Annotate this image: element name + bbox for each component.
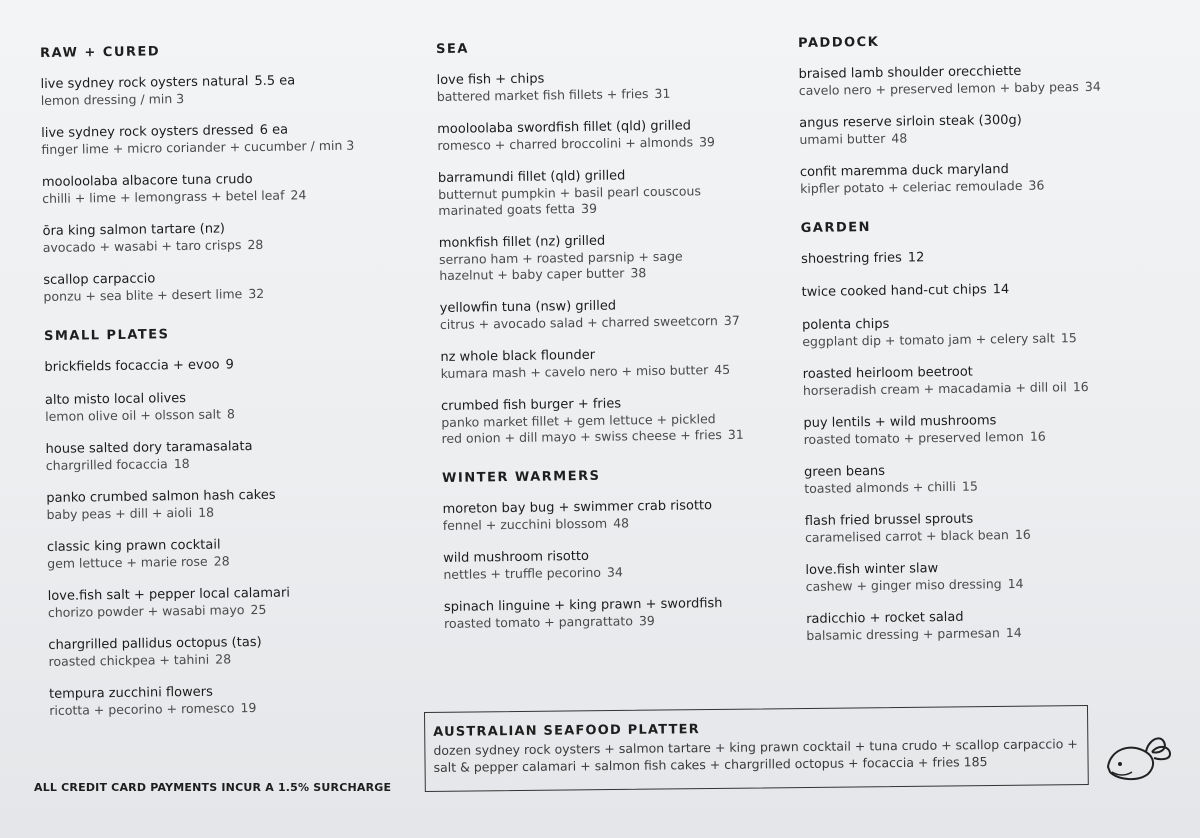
menu-item (43, 268, 423, 305)
seafood-platter-box (424, 705, 1089, 792)
section-title-raw-cured: RAW + CURED (40, 44, 161, 61)
section-title-small-plates: SMALL PLATES (43, 327, 170, 344)
menu-item-name-text: barramundi fillet (qld) grilled (437, 168, 626, 186)
menu-item-price: 28 (213, 553, 230, 569)
menu-item-name-text: love.fish winter slaw (805, 561, 939, 578)
menu-item-description-text: eggplant dip + tomato jam + celery salt (802, 330, 1055, 349)
menu-item-price: 34 (1084, 78, 1101, 94)
menu-item-price: 37 (723, 312, 740, 329)
menu-item-price: 39 (698, 134, 716, 150)
section-title-paddock: PADDOCK (798, 34, 880, 51)
menu-item-description (799, 127, 1129, 148)
section-title-winter-warmers: WINTER WARMERS (441, 468, 601, 486)
menu-item-name-text: roasted heirloom beetroot (802, 364, 973, 382)
menu-item-name-text: nz whole black flounder (440, 347, 596, 365)
menu-item (47, 535, 427, 572)
menu-item-description-text: baby peas + dill + aioli (46, 504, 193, 522)
menu-item (801, 247, 1131, 268)
menu-item-price: 16 (1014, 526, 1031, 543)
menu-item-description-text: battered market fish fillets + fries (436, 86, 649, 104)
menu-item-description (806, 574, 1136, 595)
menu-item-name-text: ōra king salmon tartare (nz) (42, 221, 226, 239)
menu-item-price: 9 (225, 357, 234, 373)
section-paddock (798, 62, 1130, 197)
menu-item-description-text: citrus + avocado salad + charred sweetcorn (439, 313, 718, 332)
menu-item-name-text: yellowfin tuna (nsw) grilled (439, 298, 617, 316)
platter-line-1: dozen sydney rock oysters + salmon tartare + king prawn cocktail + tuna crudo + scallop carpaccio + (433, 736, 1078, 758)
section-sea (436, 68, 791, 447)
menu-item (45, 388, 425, 425)
menu-item-name-text: chargrilled pallidus octopus (tas) (48, 634, 262, 653)
menu-item-price: 16 (1072, 378, 1089, 395)
menu-item (46, 486, 426, 523)
menu-item (44, 355, 424, 376)
menu-item-name-text: mooloolaba albacore tuna crudo (41, 172, 253, 190)
menu-item (804, 460, 1134, 497)
menu-item-description-text: fennel + zucchini blossom (442, 515, 608, 533)
menu-item-price: 48 (891, 130, 908, 146)
menu-item (46, 437, 426, 474)
menu-item-name-text: green beans (803, 463, 886, 480)
menu-item-description (804, 427, 1134, 448)
menu-item-price: 31 (654, 85, 671, 101)
menu-item-description (802, 329, 1132, 350)
menu-item-name-text: alto misto local olives (44, 390, 187, 408)
menu-item-price: 14 (1005, 624, 1022, 641)
section-small-plates (44, 355, 429, 719)
menu-item-description-text: toasted almonds + chilli (804, 478, 957, 496)
menu-item-price: 16 (1029, 428, 1046, 444)
menu-item-description (799, 78, 1129, 99)
menu-item (440, 345, 790, 382)
menu-item-price: 12 (907, 250, 925, 266)
menu-item-price: 31 (727, 426, 744, 442)
menu-item-description-text: nettles + truffle pecorino (443, 564, 602, 582)
menu-item (802, 313, 1132, 350)
menu-item-name-text: spinach linguine + king prawn + swordfish (443, 596, 723, 615)
menu-item (441, 394, 792, 447)
menu-item-price: 14 (1007, 575, 1024, 592)
menu-item-price: 15 (1060, 330, 1077, 346)
menu-item (439, 231, 790, 284)
menu-item-description-text: roasted tomato + preserved lemon (803, 428, 1024, 447)
menu-item-description (800, 176, 1130, 197)
menu-item-description-text: hazelnut + baby caper butter (439, 265, 625, 283)
menu-item-description-text: roasted tomato + pangrattato (444, 613, 634, 631)
menu-item-description-text: balsamic dressing + parmesan (806, 625, 1000, 643)
menu-item-price: 25 (250, 601, 267, 618)
menu-item-price: 38 (630, 265, 647, 281)
menu-item-name-text: twice cooked hand-cut chips (801, 282, 987, 300)
menu-item-price: 36 (1028, 177, 1045, 193)
menu-item-name-text: shoestring fries (801, 250, 902, 267)
menu-item-name-text: monkfish fillet (nz) grilled (438, 233, 606, 251)
menu-item-price: 15 (961, 478, 978, 494)
menu-item-price: 28 (247, 236, 264, 253)
menu-item (42, 219, 422, 256)
menu-item-price: 34 (606, 564, 623, 580)
menu-column-right (798, 31, 1137, 661)
menu-item-description-text: horseradish cream + macadamia + dill oil (802, 379, 1067, 398)
menu-item-name-text: flash fried brussel sprouts (804, 511, 974, 529)
menu-item-description-text: gem lettuce + marie rose (47, 553, 208, 571)
menu-item-description-text: red onion + dill mayo + swiss cheese + fries (441, 427, 722, 446)
menu-item-name-text: love fish + chips (436, 71, 545, 88)
menu-item-price: 39 (638, 613, 655, 629)
menu-item-description-text: roasted chickpea + tahini (48, 651, 210, 669)
fish-logo-icon (1098, 712, 1178, 792)
menu-item-description-text: ricotta + pecorino + romesco (49, 700, 235, 718)
menu-item-name-text: house salted dory taramasalata (45, 439, 253, 457)
menu-item-price: 28 (215, 651, 232, 667)
menu-item-price: 6 ea (259, 122, 289, 138)
menu-item-name-text: live sydney rock oysters natural (40, 74, 249, 92)
platter-price: 185 (963, 754, 988, 770)
platter-title: AUSTRALIAN SEAFOOD PLATTER (433, 722, 700, 740)
menu-item-description-text: cavelo nero + preserved lemon + baby peas (798, 79, 1079, 98)
menu-item-description-text: lemon olive oil + olsson salt (45, 406, 222, 424)
menu-item (41, 121, 421, 158)
menu-item (799, 111, 1129, 148)
menu-item-name-text: crumbed fish burger + fries (440, 396, 622, 414)
menu-item-name-text: angus reserve sirloin steak (300g) (799, 112, 1022, 131)
menu-item-name-text: radicchio + rocket salad (806, 609, 964, 627)
menu-item-price: 8 (226, 406, 236, 422)
menu-item-price: 14 (992, 282, 1010, 298)
menu-item (48, 633, 428, 670)
menu-item-name (801, 247, 1131, 268)
menu-item (442, 497, 792, 534)
section-raw-cured (40, 72, 423, 305)
menu-item (49, 682, 429, 719)
menu-column-middle (436, 37, 794, 649)
menu-item-description-text: chorizo powder + wasabi mayo (47, 602, 245, 620)
menu-item-description-text: finger lime + micro coriander + cucumber / min 3 (41, 137, 355, 157)
menu-item (437, 117, 787, 154)
menu-item (42, 170, 422, 207)
menu-item-description-text: panko market fillet + gem lettuce + pickled (441, 411, 716, 430)
menu-item-name-text: polenta chips (801, 316, 890, 333)
menu-item-description (804, 476, 1134, 497)
surcharge-notice: ALL CREDIT CARD PAYMENTS INCUR A 1.5% SURCHARGE (34, 781, 392, 794)
menu-item (801, 280, 1131, 301)
menu-item-name (44, 355, 424, 376)
menu-item-description-text: romesco + charred broccolini + almonds (437, 134, 694, 153)
menu-item-price: 18 (173, 455, 190, 472)
menu-item-price: 5.5 ea (254, 73, 296, 90)
menu-item (436, 68, 786, 105)
menu-item-name-text: puy lentils + wild mushrooms (803, 413, 997, 431)
menu-item (444, 595, 794, 632)
menu-item-description-text: avocado + wasabi + taro crisps (42, 237, 242, 255)
menu-item-description-text: caramelised carrot + black bean (804, 527, 1009, 545)
menu-item-description-text: ponzu + sea blite + desert lime (43, 286, 243, 304)
section-garden (801, 247, 1136, 644)
menu-item (440, 296, 790, 333)
menu-item-price: 48 (613, 515, 630, 531)
menu-item-name-text: live sydney rock oysters dressed (41, 123, 254, 141)
menu-item-description-text: chilli + lime + lemongrass + betel leaf (42, 187, 285, 206)
menu-item (805, 558, 1135, 595)
platter-line-2-text: salt & pepper calamari + salmon fish cakes + chargrilled octopus + focaccia + fries (433, 754, 960, 775)
menu-item (48, 584, 428, 621)
menu-item-description-text: serrano ham + roasted parsnip + sage (438, 248, 683, 267)
menu-item-name-text: panko crumbed salmon hash cakes (46, 487, 276, 506)
menu-item (805, 509, 1135, 546)
menu-item (438, 166, 789, 219)
menu-item (800, 160, 1130, 197)
menu-item-description-text: chargrilled focaccia (45, 456, 168, 473)
menu-item-name-text: classic king prawn cocktail (46, 537, 221, 555)
menu-column-left (40, 41, 430, 736)
menu-item-price: 24 (290, 187, 307, 203)
menu-item-name-text: confit maremma duck maryland (799, 162, 1009, 180)
section-title-garden: GARDEN (800, 220, 872, 236)
section-title-sea: SEA (436, 41, 470, 57)
menu-item-price: 45 (714, 361, 731, 378)
menu-item-description-text: lemon dressing / min 3 (40, 90, 185, 108)
menu-item-price: 19 (240, 700, 257, 716)
menu-item-price: 39 (580, 200, 598, 216)
menu-item-price: 32 (248, 285, 265, 302)
menu-item (443, 546, 793, 583)
menu-item-description (805, 525, 1135, 546)
menu-item-name-text: wild mushroom risotto (443, 548, 590, 566)
menu-item-name-text: mooloolaba swordfish fillet (qld) grilled (437, 118, 692, 137)
section-winter-warmers (442, 497, 794, 632)
menu-item-description-text: kipfler potato + celeriac remoulade (800, 177, 1023, 196)
menu-item (803, 362, 1133, 399)
menu-item (806, 607, 1136, 644)
menu-item-description-text: umami butter (799, 130, 886, 147)
menu-item-description-text: kumara mash + cavelo nero + miso butter (440, 362, 709, 381)
menu-item-name-text: braised lamb shoulder orecchiette (798, 63, 1022, 82)
menu-item-description-text: butternut pumpkin + basil pearl couscous (438, 183, 702, 202)
menu-item-name-text: love.fish salt + pepper local calamari (47, 585, 291, 604)
menu-item-price: 18 (198, 504, 215, 520)
menu-item-name-text: brickfields focaccia + evoo (44, 357, 220, 375)
menu-item-description-text: marinated goats fetta (438, 201, 576, 218)
menu-item-name-text: scallop carpaccio (43, 271, 156, 288)
menu-item-name-text: tempura zucchini flowers (48, 684, 213, 702)
menu-item (40, 72, 420, 109)
menu-item-description (806, 623, 1136, 644)
menu-item-name (801, 280, 1131, 301)
menu-item-description (803, 378, 1133, 399)
menu-item-name-text: moreton bay bug + swimmer crab risotto (442, 498, 713, 517)
menu-item-description-text: cashew + ginger miso dressing (805, 576, 1002, 594)
menu-item (798, 62, 1128, 99)
menu-item (803, 411, 1133, 448)
